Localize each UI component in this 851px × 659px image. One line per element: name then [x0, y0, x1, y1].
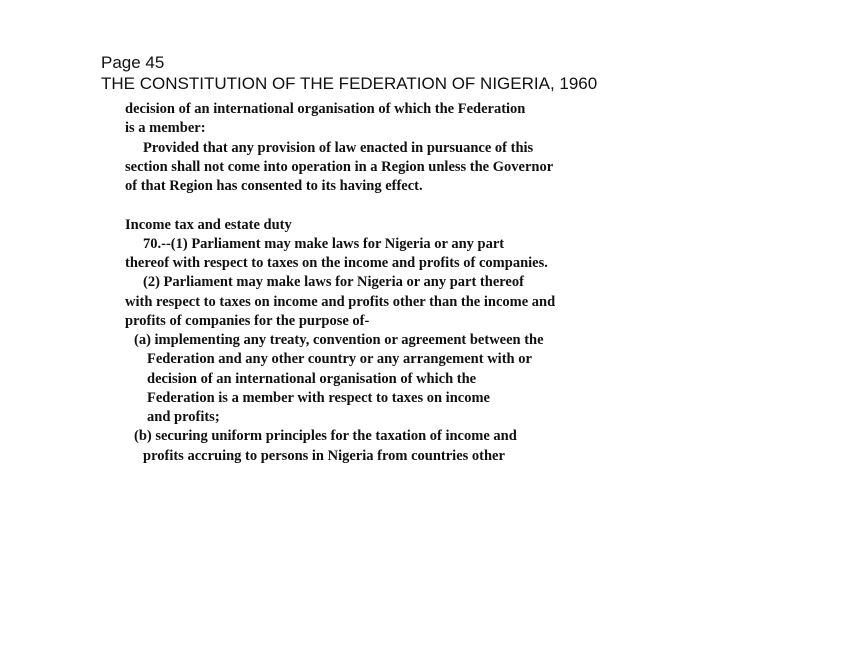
text-line: (2) Parliament may make laws for Nigeria or any part thereof	[143, 274, 524, 290]
text-line: Federation is a member with respect to taxes on income	[147, 390, 490, 406]
text-line: Federation and any other country or any arrangement with or	[147, 351, 532, 367]
document-title: THE CONSTITUTION OF THE FEDERATION OF NIGERIA, 1960	[101, 74, 598, 93]
text-line: profits of companies for the purpose of-	[125, 313, 370, 329]
text-line: decision of an international organisation of which the	[147, 371, 477, 387]
text-line: is a member:	[125, 120, 206, 136]
text-line: and profits;	[147, 409, 220, 425]
text-line: section shall not come into operation in a Region unless the Governor	[125, 159, 554, 175]
text-line: profits accruing to persons in Nigeria from countries other	[143, 448, 505, 464]
text-line: of that Region has consented to its having effect.	[125, 178, 423, 194]
text-line: Provided that any provision of law enacted in pursuance of this	[143, 140, 534, 156]
text-line: (a) implementing any treaty, convention or agreement between the	[134, 332, 544, 348]
page-number: Page 45	[101, 53, 165, 72]
section-heading: Income tax and estate duty	[125, 217, 292, 233]
text-line: (b) securing uniform principles for the taxation of income and	[134, 428, 517, 444]
text-line: with respect to taxes on income and profits other than the income and	[125, 294, 556, 310]
text-line: 70.--(1) Parliament may make laws for Nigeria or any part	[143, 236, 505, 252]
text-line: thereof with respect to taxes on the income and profits of companies.	[125, 255, 548, 271]
text-line: decision of an international organisation of which the Federation	[125, 101, 526, 117]
page-header	[101, 52, 597, 94]
